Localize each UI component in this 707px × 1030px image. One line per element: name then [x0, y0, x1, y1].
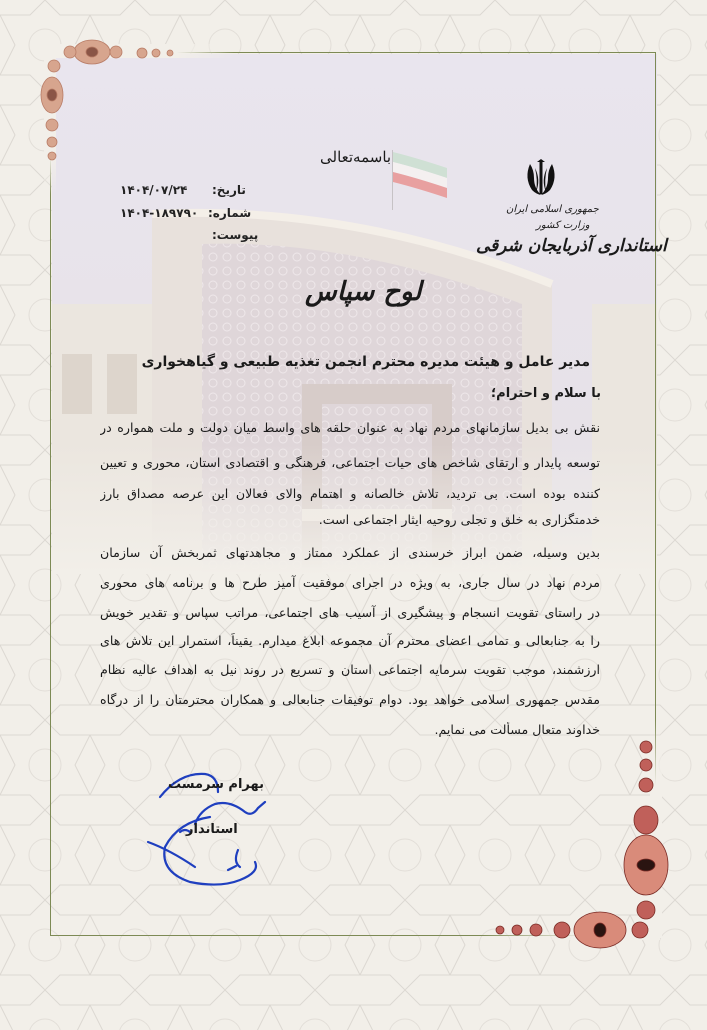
org-ministry: وزارت کشور: [536, 220, 590, 231]
body-line: ارزشمند، موجب تقویت سرمایه اجتماعی استان و تسریع در روند نیل به اهداف عالیه نظام: [100, 662, 600, 677]
body-line: مقدس جمهوری اسلامی خواهد بود. دوام توفیقات جنابعالی و همکاران محترمتان را از درگاه: [100, 692, 600, 707]
date-label: تاریخ:: [212, 183, 246, 197]
date-value: ۱۴۰۴/۰۷/۲۴: [120, 183, 188, 197]
body-line: مردم نهاد در سال جاری، به ویژه در اجرای موفقیت آمیز طرح ها و برنامه های محوری: [100, 575, 600, 590]
attachment-label: پیوست:: [212, 228, 259, 242]
invocation-text: باسمه‌تعالی: [320, 148, 392, 166]
addressee-line: مدیر عامل و هیئت مدیره محترم انجمن تغذیه طبیعی و گیاهخواری: [141, 354, 590, 370]
number-label: شماره:: [208, 206, 252, 220]
number-value: ۱۴۰۴-۱۸۹۷۹۰: [120, 206, 199, 220]
body-line: بدین وسیله، ضمن ابراز خرسندی از عملکرد ممتاز و مجاهدتهای ثمربخش آن سازمان: [100, 545, 600, 560]
body-line: نقش بی بدیل سازمانهای مردم نهاد به عنوان حلقه های واسط میان دولت و ملت همواره در: [100, 420, 600, 435]
body-line: خدمتگزاری به خلق و تجلی روحیه ایثار اجتماعی است.: [318, 512, 600, 527]
certificate-title: لوح سپاس: [305, 277, 422, 307]
body-line: کننده بوده است. بی تردید، تلاش خالصانه و اهتمام والای فعالان این عرصه مصداق بارز: [100, 486, 600, 501]
greeting-line: با سلام و احترام؛: [490, 386, 601, 401]
org-country: جمهوری اسلامی ایران: [506, 204, 599, 215]
signatory-name: بهرام سرمست: [168, 777, 264, 792]
iran-emblem-icon: [524, 158, 558, 198]
body-line: خداوند متعال مسألت می نمایم.: [434, 722, 600, 737]
top-left-floral-ornament: [30, 30, 180, 170]
iran-flag-image: [392, 150, 452, 210]
bottom-right-floral-ornament: [470, 735, 700, 950]
body-line: را به جنابعالی و تمامی اعضای محترم آن مجموعه ابلاغ میدارم. یقیناً، استمرار این تلاش های: [100, 633, 600, 648]
body-line: توسعه پایدار و ارتقای شاخص های حیات اجتماعی، فرهنگی و اقتصادی استان، محوری و تعیین: [100, 455, 600, 470]
signatory-title: استاندار: [186, 822, 238, 837]
org-office: استانداری آذربایجان شرقی: [476, 236, 667, 256]
body-line: در راستای تقویت انسجام و پیشگیری از آسیب های اجتماعی، مراتب سپاس و تقدیر خویش: [100, 605, 600, 620]
